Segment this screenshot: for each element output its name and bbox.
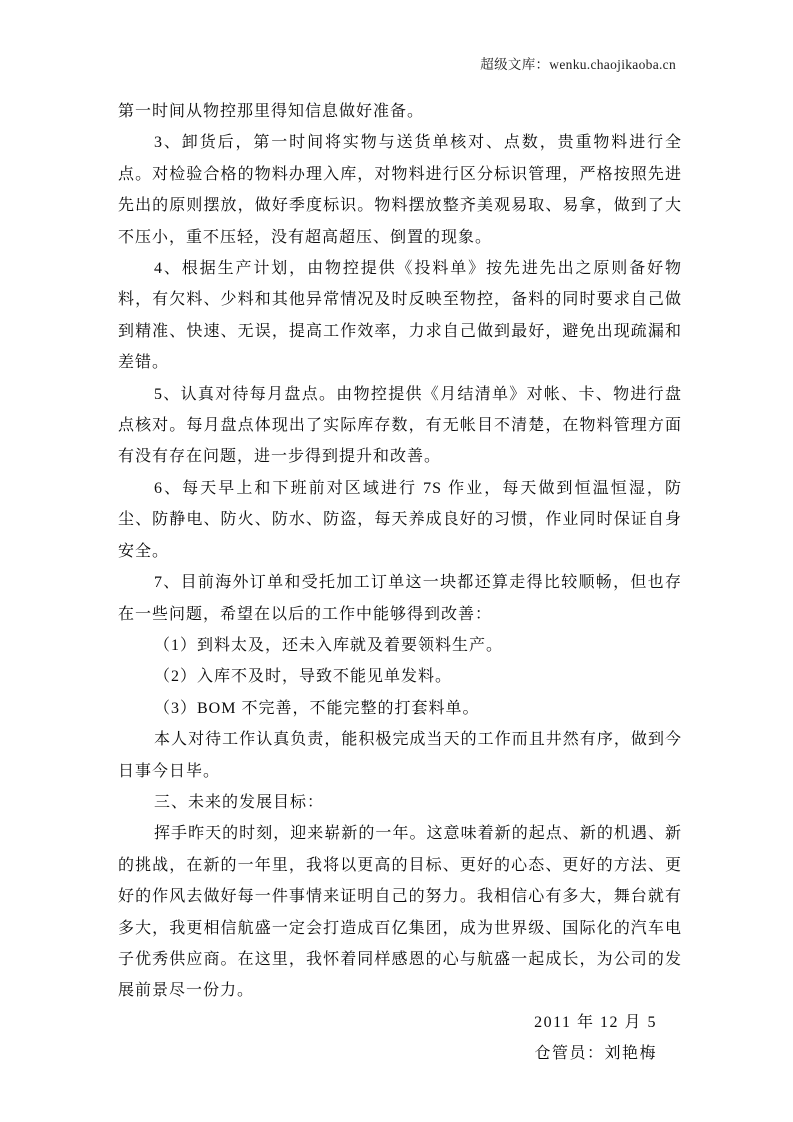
- watermark-header: 超级文库：wenku.chaojikaoba.cn: [480, 57, 676, 72]
- paragraph: 3、卸货后，第一时间将实物与送货单核对、点数，贵重物料进行全点。对检验合格的物料办理入库，对物料进行区分标识管理，严格按照先进先出的原则摆放，做好季度标识。物料摆放整齐美观易取、易拿，做到了大不压小，重不压轻，没有超高超压、倒置的现象。: [118, 134, 682, 246]
- paragraph: （2）入库不及时，导致不能见单发料。: [154, 668, 453, 686]
- paragraph: 4、根据生产计划，由物控提供《投料单》按先进先出之原则备好物料，有欠料、少料和其他异常情况及时反映至物控，备料的同时要求自己做到精准、快速、无误，提高工作效率，力求自己做到最好，避免出现疏漏和差错。: [118, 260, 682, 372]
- paragraph: 第一时间从物控那里得知信息做好准备。: [118, 103, 425, 120]
- closing-block: [118, 1007, 657, 1070]
- paragraph: 6、每天早上和下班前对区域进行 7S 作业，每天做到恒温恒湿，防尘、防静电、防火、防水、防盗，每天养成良好的习惯，作业同时保证自身安全。: [118, 479, 682, 560]
- paragraph: 5、认真对待每月盘点。由物控提供《月结清单》对帐、卡、物进行盘点核对。每月盘点体现出了实际库存数，有无帐目不清楚，在物料管理方面有没有存在问题，进一步得到提升和改善。: [118, 385, 682, 466]
- paragraph: 本人对待工作认真负责，能积极完成当天的工作而且井然有序，做到今日事今日毕。: [118, 731, 682, 780]
- paragraph: （3）BOM 不完善，不能完整的打套料单。: [154, 699, 480, 717]
- date-line: 2011 年 12 月 5: [534, 1013, 657, 1031]
- paragraph: 三、未来的发展目标：: [154, 793, 325, 811]
- paragraph: 挥手昨天的时刻，迎来崭新的一年。这意味着新的起点、新的机遇、新的挑战，在新的一年里，我将以更高的目标、更好的心态、更好的方法、更好的作风去做好每一件事情来证明自己的努力。我相信心有多大，舞台就有多大，我更相信航盛一定会打造成百亿集团，成为世界级、国际化的汽车电子优秀供应商。在这里，我怀着同样感恩的心与航盛一起成长，为公司的发展前景尽一份力。: [118, 825, 682, 1000]
- paragraph: 7、目前海外订单和受托加工订单这一块都还算走得比较顺畅，但也存在一些问题，希望在以后的工作中能够得到改善：: [118, 574, 682, 623]
- signer-line: 仓管员：刘艳梅: [534, 1045, 657, 1063]
- document-body: [118, 96, 682, 1070]
- paragraph: （1）到料太及，还未入库就及着要领料生产。: [154, 636, 504, 654]
